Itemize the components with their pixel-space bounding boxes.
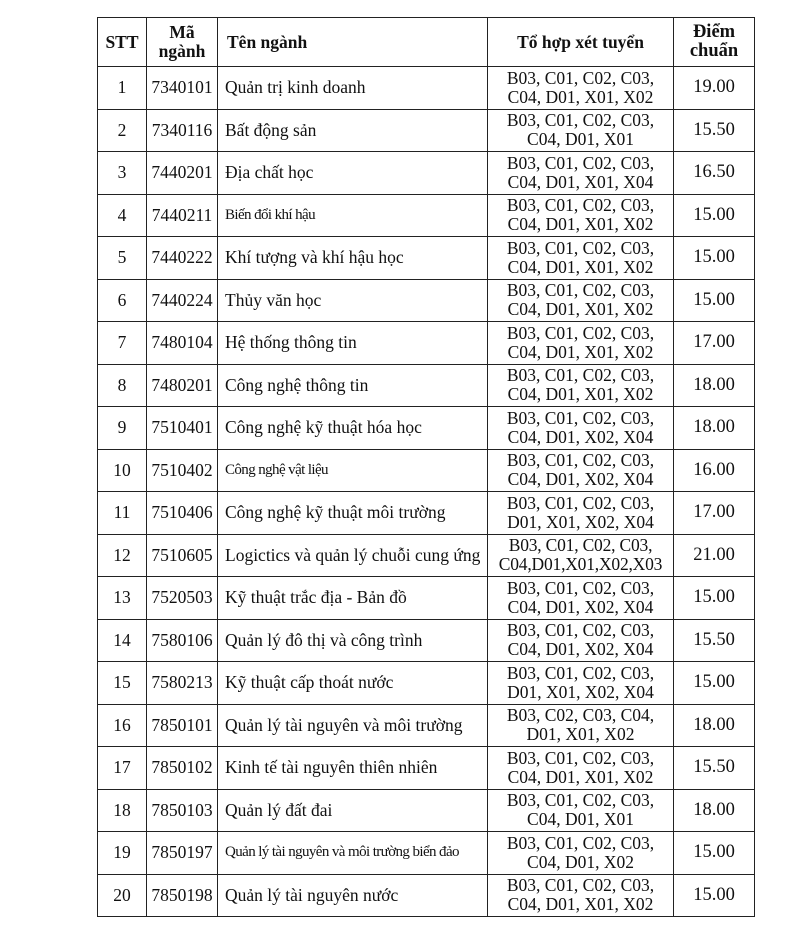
row-subject-combination: B03, C01, C02, C03, C04, D01, X01 — [488, 789, 674, 832]
row-cutoff-score: 18.00 — [674, 789, 755, 832]
table-row — [98, 152, 755, 195]
row-major-name: Quản lý tài nguyên và môi trường — [218, 704, 488, 747]
row-subject-combination: B03, C01, C02, C03, C04, D01, X01, X02 — [488, 747, 674, 790]
row-subject-combination: B03, C02, C03, C04, D01, X01, X02 — [488, 704, 674, 747]
row-stt: 20 — [98, 874, 147, 917]
row-subject-combination: B03, C01, C02, C03, C04,D01,X01,X02,X03 — [488, 534, 674, 577]
table-row — [98, 577, 755, 620]
row-cutoff-score: 15.00 — [674, 194, 755, 237]
row-stt: 11 — [98, 492, 147, 535]
row-major-code: 7440201 — [147, 152, 218, 195]
row-subject-combination: B03, C01, C02, C03, C04, D01, X01, X02 — [488, 194, 674, 237]
row-major-code: 7480201 — [147, 364, 218, 407]
row-stt: 13 — [98, 577, 147, 620]
row-cutoff-score: 15.00 — [674, 279, 755, 322]
row-subject-combination: B03, C01, C02, C03, C04, D01, X02, X04 — [488, 619, 674, 662]
row-subject-combination: B03, C01, C02, C03, C04, D01, X02 — [488, 832, 674, 875]
table-row — [98, 534, 755, 577]
row-subject-combination: B03, C01, C02, C03, C04, D01, X01, X02 — [488, 322, 674, 365]
row-major-name: Công nghệ vật liệu — [218, 449, 488, 492]
row-subject-combination: B03, C01, C02, C03, C04, D01, X01, X02 — [488, 67, 674, 110]
row-major-code: 7850102 — [147, 747, 218, 790]
row-cutoff-score: 19.00 — [674, 67, 755, 110]
row-subject-combination: B03, C01, C02, C03, C04, D01, X02, X04 — [488, 577, 674, 620]
row-stt: 6 — [98, 279, 147, 322]
row-major-name: Logictics và quản lý chuỗi cung ứng — [218, 534, 488, 577]
row-stt: 1 — [98, 67, 147, 110]
row-stt: 2 — [98, 109, 147, 152]
row-cutoff-score: 15.50 — [674, 619, 755, 662]
row-major-name: Quản lý đô thị và công trình — [218, 619, 488, 662]
row-cutoff-score: 15.50 — [674, 109, 755, 152]
row-major-name: Kỹ thuật cấp thoát nước — [218, 662, 488, 705]
row-major-code: 7440211 — [147, 194, 218, 237]
row-subject-combination: B03, C01, C02, C03, D01, X01, X02, X04 — [488, 662, 674, 705]
row-subject-combination: B03, C01, C02, C03, D01, X01, X02, X04 — [488, 492, 674, 535]
table-row — [98, 747, 755, 790]
row-cutoff-score: 16.50 — [674, 152, 755, 195]
row-stt: 8 — [98, 364, 147, 407]
table-row — [98, 619, 755, 662]
row-stt: 14 — [98, 619, 147, 662]
row-major-code: 7480104 — [147, 322, 218, 365]
row-cutoff-score: 17.00 — [674, 492, 755, 535]
row-major-code: 7440224 — [147, 279, 218, 322]
row-cutoff-score: 15.00 — [674, 832, 755, 875]
table-row — [98, 322, 755, 365]
table-row — [98, 832, 755, 875]
table-row — [98, 279, 755, 322]
row-major-name: Công nghệ kỹ thuật hóa học — [218, 407, 488, 450]
row-major-name: Quản trị kinh doanh — [218, 67, 488, 110]
row-major-name: Quản lý tài nguyên và môi trường biển đảo — [218, 832, 488, 875]
row-cutoff-score: 15.00 — [674, 237, 755, 280]
row-subject-combination: B03, C01, C02, C03, C04, D01, X02, X04 — [488, 407, 674, 450]
row-cutoff-score: 15.00 — [674, 662, 755, 705]
row-major-name: Biến đổi khí hậu — [218, 194, 488, 237]
header-major-code: Mã ngành — [147, 18, 218, 67]
table-row — [98, 449, 755, 492]
row-major-name: Địa chất học — [218, 152, 488, 195]
table-row — [98, 364, 755, 407]
row-subject-combination: B03, C01, C02, C03, C04, D01, X01, X04 — [488, 152, 674, 195]
row-cutoff-score: 18.00 — [674, 407, 755, 450]
row-stt: 17 — [98, 747, 147, 790]
header-row — [98, 18, 755, 67]
table-row — [98, 874, 755, 917]
row-stt: 5 — [98, 237, 147, 280]
row-stt: 9 — [98, 407, 147, 450]
table-row — [98, 237, 755, 280]
row-major-code: 7340116 — [147, 109, 218, 152]
row-stt: 3 — [98, 152, 147, 195]
header-subject-combination: Tổ hợp xét tuyển — [488, 18, 674, 67]
row-major-name: Thủy văn học — [218, 279, 488, 322]
row-major-code: 7580106 — [147, 619, 218, 662]
table-row — [98, 194, 755, 237]
row-stt: 7 — [98, 322, 147, 365]
header-major-name: Tên ngành — [218, 18, 488, 67]
row-major-name: Công nghệ thông tin — [218, 364, 488, 407]
row-subject-combination: B03, C01, C02, C03, C04, D01, X01, X02 — [488, 237, 674, 280]
row-major-code: 7510605 — [147, 534, 218, 577]
row-cutoff-score: 15.00 — [674, 577, 755, 620]
row-major-name: Khí tượng và khí hậu học — [218, 237, 488, 280]
row-major-code: 7850101 — [147, 704, 218, 747]
row-stt: 15 — [98, 662, 147, 705]
row-major-code: 7850198 — [147, 874, 218, 917]
row-cutoff-score: 17.00 — [674, 322, 755, 365]
row-major-name: Công nghệ kỹ thuật môi trường — [218, 492, 488, 535]
row-major-code: 7850103 — [147, 789, 218, 832]
row-subject-combination: B03, C01, C02, C03, C04, D01, X01, X02 — [488, 364, 674, 407]
row-major-name: Kỹ thuật trắc địa - Bản đồ — [218, 577, 488, 620]
row-major-code: 7850197 — [147, 832, 218, 875]
row-stt: 4 — [98, 194, 147, 237]
table-row — [98, 67, 755, 110]
row-major-code: 7340101 — [147, 67, 218, 110]
table-row — [98, 789, 755, 832]
table-row — [98, 662, 755, 705]
row-major-name: Kinh tế tài nguyên thiên nhiên — [218, 747, 488, 790]
row-subject-combination: B03, C01, C02, C03, C04, D01, X02, X04 — [488, 449, 674, 492]
row-cutoff-score: 15.50 — [674, 747, 755, 790]
row-stt: 10 — [98, 449, 147, 492]
row-subject-combination: B03, C01, C02, C03, C04, D01, X01 — [488, 109, 674, 152]
row-stt: 12 — [98, 534, 147, 577]
row-major-code: 7520503 — [147, 577, 218, 620]
row-major-code: 7580213 — [147, 662, 218, 705]
row-subject-combination: B03, C01, C02, C03, C04, D01, X01, X02 — [488, 279, 674, 322]
table-row — [98, 407, 755, 450]
row-cutoff-score: 16.00 — [674, 449, 755, 492]
row-stt: 18 — [98, 789, 147, 832]
header-stt: STT — [98, 18, 147, 67]
row-cutoff-score: 15.00 — [674, 874, 755, 917]
table-row — [98, 109, 755, 152]
row-major-code: 7440222 — [147, 237, 218, 280]
row-stt: 16 — [98, 704, 147, 747]
row-major-name: Quản lý tài nguyên nước — [218, 874, 488, 917]
row-major-code: 7510402 — [147, 449, 218, 492]
row-major-name: Hệ thống thông tin — [218, 322, 488, 365]
admission-score-table — [97, 17, 755, 917]
row-major-name: Quản lý đất đai — [218, 789, 488, 832]
row-cutoff-score: 18.00 — [674, 704, 755, 747]
row-stt: 19 — [98, 832, 147, 875]
row-major-name: Bất động sản — [218, 109, 488, 152]
row-major-code: 7510401 — [147, 407, 218, 450]
table-row — [98, 704, 755, 747]
table-row — [98, 492, 755, 535]
row-cutoff-score: 18.00 — [674, 364, 755, 407]
header-cutoff-score: Điểm chuẩn — [674, 18, 755, 67]
row-major-code: 7510406 — [147, 492, 218, 535]
row-subject-combination: B03, C01, C02, C03, C04, D01, X01, X02 — [488, 874, 674, 917]
row-cutoff-score: 21.00 — [674, 534, 755, 577]
